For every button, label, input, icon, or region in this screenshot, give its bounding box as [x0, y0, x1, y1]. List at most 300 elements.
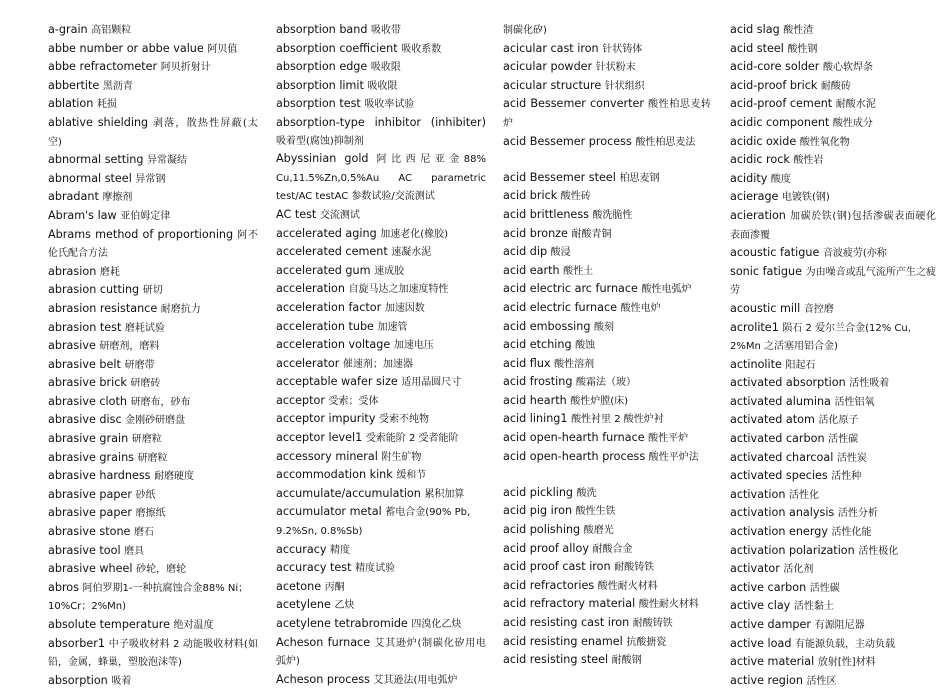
glossary-entry [276, 392, 486, 411]
chinese-translation: 活性种 [831, 471, 862, 483]
english-term: activator [730, 562, 780, 576]
chinese-translation: 活性碳 [809, 582, 840, 594]
chinese-translation: 吸收率试验 [364, 99, 415, 111]
glossary-entry [730, 244, 936, 263]
chinese-translation: 吸收限 [370, 62, 401, 74]
english-term: acid slag [730, 23, 780, 36]
glossary-entry [730, 374, 936, 393]
english-term: abrasion test [48, 320, 122, 334]
english-term: active material [730, 655, 815, 669]
chinese-translation: 耐酸水泥 [835, 99, 876, 111]
glossary-entry [503, 577, 711, 596]
english-term: abrasive cloth [48, 394, 127, 408]
glossary-entry [48, 114, 258, 151]
chinese-translation: 为由噪音或乱气流所产生之疲劳 [730, 266, 936, 297]
glossary-entry [48, 207, 258, 226]
glossary-entry [503, 318, 711, 337]
glossary-entry [276, 559, 486, 578]
english-term: accommodation kink [276, 468, 393, 482]
english-term: acid-proof cement [730, 97, 833, 111]
glossary-entry [730, 393, 936, 412]
chinese-translation: 酸性柏思麦法 [635, 136, 696, 148]
chinese-translation: 酸性电炉 [620, 302, 661, 314]
chinese-translation: 酸霜法（玻） [576, 377, 636, 389]
glossary-entry [503, 206, 711, 225]
chinese-translation: 绝对温度 [173, 620, 214, 631]
english-term: active region [730, 673, 803, 687]
english-term: acicular cast iron [503, 41, 599, 55]
english-term: acceleration [276, 282, 345, 296]
english-term: abbe refractometer [48, 60, 158, 74]
chinese-translation: 针状粉末 [595, 62, 636, 74]
english-term: ablation [48, 97, 94, 111]
glossary-entry [730, 449, 936, 468]
chinese-translation: 酸性耐火材料 [638, 599, 699, 611]
english-term: acicular structure [503, 78, 602, 92]
chinese-translation: 研磨砖 [130, 378, 161, 390]
glossary-entry [48, 319, 258, 338]
chinese-translation: 速成胶 [374, 265, 405, 277]
chinese-translation: 吸收带 [371, 25, 402, 36]
chinese-translation: 金刚砂研磨盘 [125, 415, 186, 427]
chinese-translation: 活性炭 [836, 452, 867, 464]
chinese-translation: 中子吸收材料 2 动能吸收材料(如铅，金属，蜂巢，塑胶泡沫等) [48, 638, 259, 669]
glossary-entry [503, 169, 711, 188]
glossary-entry [503, 521, 711, 540]
glossary-column-3 [503, 21, 711, 670]
glossary-entry [503, 133, 711, 152]
glossary-entry [730, 77, 936, 96]
english-term: abrasive disc [48, 413, 122, 427]
glossary-entry [503, 262, 711, 281]
english-term: acid resisting enamel [503, 634, 623, 648]
glossary-entry [503, 558, 711, 577]
glossary-entry [730, 207, 936, 244]
glossary-entry [276, 503, 486, 540]
english-term: Acheson process [276, 672, 370, 686]
chinese-translation: 阳起石 [785, 359, 816, 371]
glossary-entry [276, 596, 486, 615]
chinese-translation: 磨擦纸 [135, 508, 166, 520]
english-term: abrasion resistance [48, 301, 158, 315]
chinese-translation: 阿贝值 [207, 43, 238, 55]
chinese-translation: 酸蚀 [575, 340, 596, 352]
english-term: activated absorption [730, 376, 846, 390]
chinese-translation: 受索能阶 2 受者能阶 [365, 433, 459, 445]
english-term: accumulator metal [276, 505, 382, 519]
english-term: sonic fatigue [730, 264, 802, 278]
english-term: activation polarization [730, 543, 855, 557]
glossary-entry [48, 300, 258, 319]
english-term: absorption-type inhibitor (inhibiter) [276, 115, 486, 129]
chinese-translation: 速凝水泥 [391, 247, 432, 259]
chinese-translation: 酸性柏思麦转炉 [503, 99, 712, 129]
glossary-entry [503, 77, 711, 96]
chinese-translation: 精度试验 [355, 563, 396, 575]
glossary-entry [730, 319, 936, 356]
chinese-translation: 磨具 [124, 545, 145, 557]
english-term: AC test [276, 207, 317, 221]
english-term: accuracy test [276, 561, 352, 575]
chinese-translation: 丙酮 [324, 581, 345, 593]
english-term: acid pickling [503, 485, 574, 499]
chinese-translation: 亚伯姆定律 [120, 210, 171, 222]
chinese-translation: 磨石 [134, 527, 155, 539]
glossary-entry [48, 337, 258, 356]
english-term: acidic oxide [730, 134, 797, 148]
english-term: acid resisting cast iron [503, 616, 630, 629]
english-term: abrasive wheel [48, 562, 133, 576]
english-term: acidic rock [730, 153, 790, 167]
chinese-translation: 酸性炉膛(床) [570, 395, 629, 407]
english-term: abrasive paper [48, 506, 132, 520]
english-term: abrasive grains [48, 450, 134, 464]
english-term: acceleration factor [276, 300, 382, 314]
glossary-entry [276, 615, 486, 634]
glossary-entry [48, 226, 258, 263]
chinese-translation: 耐磨抗力 [160, 303, 201, 315]
english-term: accelerator [276, 356, 340, 370]
chinese-translation: 耐酸砖 [820, 80, 851, 92]
english-term: acieration [730, 208, 786, 222]
english-term: acid dip [503, 245, 548, 259]
glossary-entry [730, 523, 936, 542]
glossary-entry [48, 467, 258, 486]
chinese-translation: 艾其逊炉(制碳化矽用电弧炉) [276, 637, 487, 668]
glossary-entry [730, 635, 936, 654]
glossary-entry [503, 484, 711, 503]
chinese-translation: 耐磨硬度 [154, 471, 195, 483]
glossary-entry [48, 523, 258, 542]
glossary-entry [48, 672, 258, 690]
chinese-translation: 活性黏土 [793, 601, 834, 613]
glossary-column-2 [276, 21, 486, 689]
english-term: acid bronze [503, 226, 568, 240]
glossary-entry [730, 40, 936, 59]
english-term: acid resisting steel [503, 653, 609, 667]
english-term: acetylene tetrabromide [276, 617, 408, 630]
chinese-translation: 酸性砖 [560, 191, 591, 203]
glossary-entry [730, 411, 936, 430]
glossary-entry [730, 672, 936, 690]
glossary-entry [730, 430, 936, 449]
chinese-translation: 酸性耐火材料 [597, 580, 658, 592]
chinese-translation: 酸刻 [594, 321, 615, 333]
english-term: activated species [730, 469, 828, 483]
glossary-entry [730, 653, 936, 672]
english-term: acid Bessemer process [503, 134, 632, 148]
chinese-translation: 受索不纯物 [379, 414, 430, 426]
glossary-entry [276, 671, 486, 690]
english-term: acierage [730, 190, 779, 204]
glossary-entry [276, 429, 486, 448]
english-term: abbe number or abbe value [48, 41, 204, 55]
chinese-translation: 自旋马达之加速度特性 [348, 284, 449, 296]
glossary-entry [48, 635, 258, 672]
english-term: active load [730, 636, 792, 650]
english-term: Abrams method of proportioning [48, 227, 234, 241]
english-term: acid brittleness [503, 207, 589, 221]
glossary-entry [48, 504, 258, 523]
chinese-translation: 活化剂 [783, 564, 814, 576]
english-term: absorption [48, 673, 108, 687]
english-term: acid electric arc furnace [503, 282, 638, 296]
glossary-entry [503, 651, 711, 670]
english-term: acid refractory material [503, 597, 636, 611]
glossary-entry [503, 95, 711, 132]
glossary-entry [730, 21, 936, 40]
chinese-translation: 磨耗 [99, 266, 120, 278]
english-term: abros [48, 580, 79, 594]
chinese-translation: 加速电压 [393, 340, 434, 352]
glossary-entry [503, 355, 711, 374]
chinese-translation: 受索；受体 [328, 395, 379, 407]
chinese-translation: 吸着型(腐蚀)抑制剂 [276, 135, 364, 147]
glossary-entry [503, 448, 711, 467]
chinese-translation: 酸性平炉法 [648, 451, 699, 463]
glossary-entry [276, 485, 486, 504]
chinese-translation: 针状组织 [604, 80, 645, 92]
glossary-entry [48, 560, 258, 579]
chinese-translation: 活性碳 [828, 434, 859, 446]
english-term: activation analysis [730, 506, 835, 520]
chinese-translation: 缓和节 [396, 470, 427, 482]
glossary-entry [503, 40, 711, 59]
chinese-translation: 活性分析 [837, 508, 878, 520]
english-term: activated alumina [730, 394, 831, 408]
chinese-translation: 活性化能 [831, 527, 872, 539]
glossary-entry [730, 170, 936, 189]
glossary-entry [276, 150, 486, 206]
english-term: absorption band [276, 23, 368, 36]
english-term: activated carbon [730, 432, 825, 446]
glossary-entry [503, 225, 711, 244]
glossary-entry [276, 318, 486, 337]
glossary-entry [730, 188, 936, 207]
english-term: acceptor impurity [276, 412, 376, 426]
glossary-entry [276, 373, 486, 392]
chinese-translation: 酸洗脆性 [592, 209, 633, 221]
chinese-translation: 异常凝结 [147, 155, 188, 167]
chinese-translation: 磨耗试验 [124, 322, 165, 334]
chinese-translation: 研磨剂，磨料 [99, 341, 160, 353]
chinese-translation: 耐酸青铜 [571, 228, 612, 240]
chinese-translation: 砂轮，磨轮 [136, 564, 187, 576]
english-term: abrasive [48, 339, 96, 353]
chinese-translation: 阿不伦氏配合方法 [48, 229, 259, 260]
english-term: acceptable wafer size [276, 375, 398, 389]
english-term: acid proof alloy [503, 541, 589, 555]
glossary-entry [48, 356, 258, 375]
chinese-translation: 研磨布，砂布 [130, 396, 191, 408]
glossary-entry [48, 40, 258, 59]
glossary-entry [730, 151, 936, 170]
english-term: acid-proof brick [730, 78, 818, 92]
chinese-translation: 砂纸 [135, 489, 156, 501]
english-term: acid steel [730, 41, 784, 55]
glossary-entry [730, 467, 936, 486]
english-term: acidity [730, 171, 768, 185]
english-term: absorption coefficient [276, 41, 398, 55]
chinese-translation: 耐酸合金 [592, 543, 633, 555]
chinese-translation: 酸性渣 [783, 25, 814, 36]
english-term: active carbon [730, 580, 807, 594]
chinese-translation: 高铝颗粒 [91, 25, 132, 36]
english-term: acceptor level1 [276, 431, 363, 445]
english-term: acceptor [276, 393, 325, 407]
chinese-translation: 酸性溶剂 [554, 358, 595, 370]
glossary-entry [48, 374, 258, 393]
english-term: active damper [730, 618, 812, 631]
english-term: acetylene [276, 598, 331, 612]
glossary-entry [276, 95, 486, 114]
chinese-translation: 音控磨 [803, 303, 834, 315]
chinese-translation: 累积加算 [424, 488, 465, 500]
glossary-entry [503, 392, 711, 411]
chinese-translation: 酸性岩 [793, 155, 824, 167]
glossary-entry [276, 541, 486, 560]
english-term: acicular powder [503, 60, 593, 74]
english-term: abrasive belt [48, 357, 121, 371]
english-term: acrolite1 [730, 320, 779, 334]
english-term: abrasive hardness [48, 469, 151, 483]
glossary-column-4 [730, 21, 936, 690]
glossary-entry [276, 243, 486, 262]
chinese-translation: 酸性电弧炉 [641, 284, 692, 296]
english-term: accuracy [276, 542, 327, 556]
glossary-entry [730, 58, 936, 77]
glossary-column-1 [48, 21, 258, 690]
glossary-entry [730, 263, 936, 300]
english-term: acetone [276, 579, 322, 593]
glossary-entry [503, 502, 711, 521]
english-term: abrasive brick [48, 376, 127, 390]
english-term: activated charcoal [730, 450, 834, 464]
glossary-entry [48, 411, 258, 430]
chinese-translation: 陨石 2 爱尔兰合金(12% Cu, 2%Mn 之活塞用铝合金) [730, 322, 911, 353]
chinese-translation: 有源阻尼器 [814, 620, 865, 631]
glossary-entry [48, 170, 258, 189]
glossary-entry [503, 614, 711, 633]
english-term: acid brick [503, 189, 558, 203]
glossary-entry [730, 597, 936, 616]
english-term: absolute temperature [48, 618, 170, 631]
chinese-translation: 吸着 [111, 675, 132, 687]
english-term: acid earth [503, 263, 560, 277]
glossary-entry [48, 263, 258, 282]
chinese-translation: 酸性生铁 [575, 506, 616, 518]
glossary-entry [48, 579, 258, 616]
chinese-translation: 加碳於铁(钢)包括渗碳表面硬化表面渗覆 [730, 210, 936, 241]
glossary-entry [276, 466, 486, 485]
glossary-entry [730, 300, 936, 319]
glossary-entry [503, 373, 711, 392]
glossary-entry [48, 281, 258, 300]
blank-line [503, 151, 711, 169]
glossary-entry [276, 578, 486, 597]
english-term: acid pig iron [503, 504, 573, 518]
english-term: acid Bessemer converter [503, 97, 645, 111]
chinese-translation: 研切 [142, 285, 163, 297]
glossary-entry [276, 355, 486, 374]
chinese-translation: 酸性平炉 [648, 433, 689, 445]
chinese-translation: 酸性土 [563, 265, 594, 277]
chinese-translation: 酸性衬里 2 酸性炉衬 [571, 414, 664, 426]
glossary-entry [503, 429, 711, 448]
chinese-translation: 催速剂；加速器 [342, 358, 413, 370]
chinese-translation: 吸收系数 [401, 43, 442, 55]
chinese-translation: 酸浸 [550, 247, 571, 259]
chinese-translation: 研磨粒 [137, 452, 168, 464]
chinese-translation: 活性铝氧 [834, 396, 875, 408]
english-term: acoustic mill [730, 301, 801, 315]
english-term: absorption edge [276, 60, 368, 74]
blank-line [503, 466, 711, 484]
glossary-entry [503, 540, 711, 559]
glossary-entry [48, 77, 258, 96]
glossary-entry [730, 616, 936, 635]
english-term: abradant [48, 190, 99, 204]
glossary-entry [730, 560, 936, 579]
glossary-entry [48, 542, 258, 561]
english-term: acid proof cast iron [503, 560, 611, 574]
chinese-translation: 摩擦剂 [102, 192, 133, 204]
glossary-entry [48, 486, 258, 505]
chinese-translation: 活性吸着 [849, 378, 890, 390]
english-term: acceleration voltage [276, 338, 391, 352]
english-term: abrasive tool [48, 543, 121, 557]
chinese-translation: 蓄电合金(90% Pb, 9.2%Sn, 0.8%Sb) [276, 507, 471, 538]
chinese-translation: 酸性氧化物 [799, 136, 850, 148]
glossary-entry [276, 58, 486, 77]
chinese-translation: 阿贝折射计 [160, 62, 211, 74]
glossary-entry [276, 225, 486, 244]
chinese-translation: 交流测试 [319, 209, 360, 221]
glossary-entry [730, 133, 936, 152]
english-term: accelerated gum [276, 263, 371, 277]
chinese-translation: 酸心软焊条 [822, 62, 873, 74]
glossary-entry [48, 95, 258, 114]
english-term: accumulate/accumulation [276, 486, 421, 500]
glossary-entry [730, 504, 936, 523]
glossary-entry [276, 299, 486, 318]
glossary-entry [730, 579, 936, 598]
english-term: abrasive paper [48, 487, 132, 501]
english-term: acoustic fatigue [730, 246, 820, 260]
chinese-translation: 活化原子 [818, 415, 859, 427]
english-term: abnormal steel [48, 171, 132, 185]
chinese-translation: 精度 [330, 544, 351, 556]
chinese-translation: 黑沥青 [102, 80, 133, 92]
english-term: abrasive grain [48, 432, 129, 446]
english-term: acid polishing [503, 523, 581, 537]
glossary-entry [503, 58, 711, 77]
glossary-entry [503, 243, 711, 262]
english-term: activation [730, 487, 786, 501]
english-term: acid-core solder [730, 60, 820, 74]
english-term: acid hearth [503, 393, 567, 407]
glossary-entry [48, 151, 258, 170]
chinese-translation: 抗酸搪瓷 [626, 636, 667, 648]
chinese-translation: 艾其逊法(用电弧炉 [373, 674, 458, 686]
english-term: acid open-hearth furnace [503, 431, 645, 445]
chinese-translation: 放射[性]材料 [817, 657, 876, 669]
english-term: acid electric furnace [503, 300, 618, 314]
glossary-entry [48, 21, 258, 40]
english-term: acid refractories [503, 578, 595, 592]
english-term: accelerated cement [276, 245, 388, 259]
english-term: abrasion cutting [48, 283, 140, 297]
